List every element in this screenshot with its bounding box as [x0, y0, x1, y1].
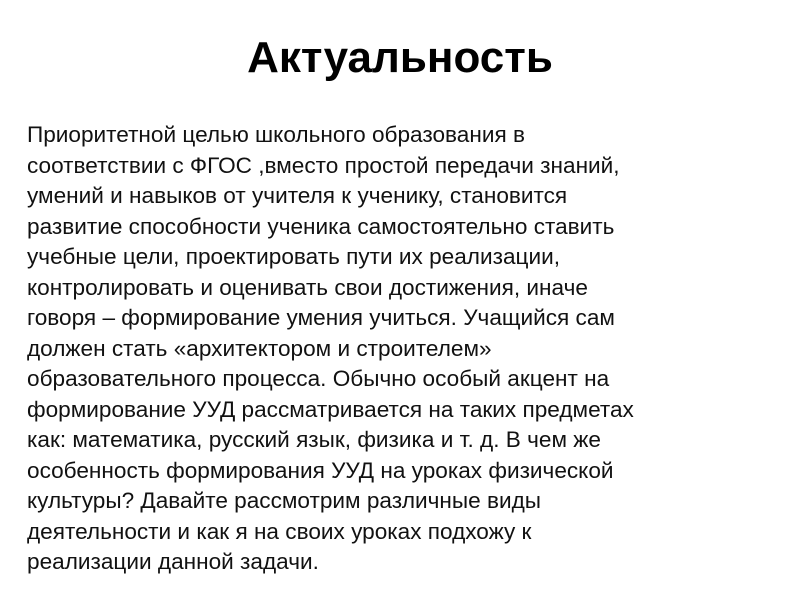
body-line: образовательного процесса. Обычно особый акцент на: [27, 366, 610, 391]
slide-body-text: [27, 120, 787, 578]
body-line: контролировать и оценивать свои достижения, иначе: [27, 274, 588, 300]
body-line: Приоритетной целью школьного образования в: [27, 122, 525, 147]
body-line: особенность формирования УУД на уроках физической: [27, 457, 614, 483]
body-line: говоря – формирование умения учиться. Учащийся сам: [27, 305, 615, 330]
body-line: должен стать «архитектором и строителем»: [27, 335, 492, 361]
body-line: реализации данной задачи.: [27, 549, 319, 574]
body-line: как: математика, русский язык, физика и т. д. В чем же: [27, 427, 601, 452]
body-line: учебные цели, проектировать пути их реализации,: [27, 244, 560, 269]
slide-title: Актуальность: [247, 33, 553, 82]
body-line: деятельности и как я на своих уроках подхожу к: [27, 518, 532, 544]
body-line: развитие способности ученика самостоятельно ставить: [27, 213, 615, 239]
body-line: культуры? Давайте рассмотрим различные виды: [27, 488, 541, 513]
body-line: формирование УУД рассматривается на таких предметах: [27, 396, 634, 422]
body-line: умений и навыков от учителя к ученику, становится: [27, 183, 568, 208]
body-line: соответствии с ФГОС ,вместо простой передачи знаний,: [27, 152, 620, 178]
